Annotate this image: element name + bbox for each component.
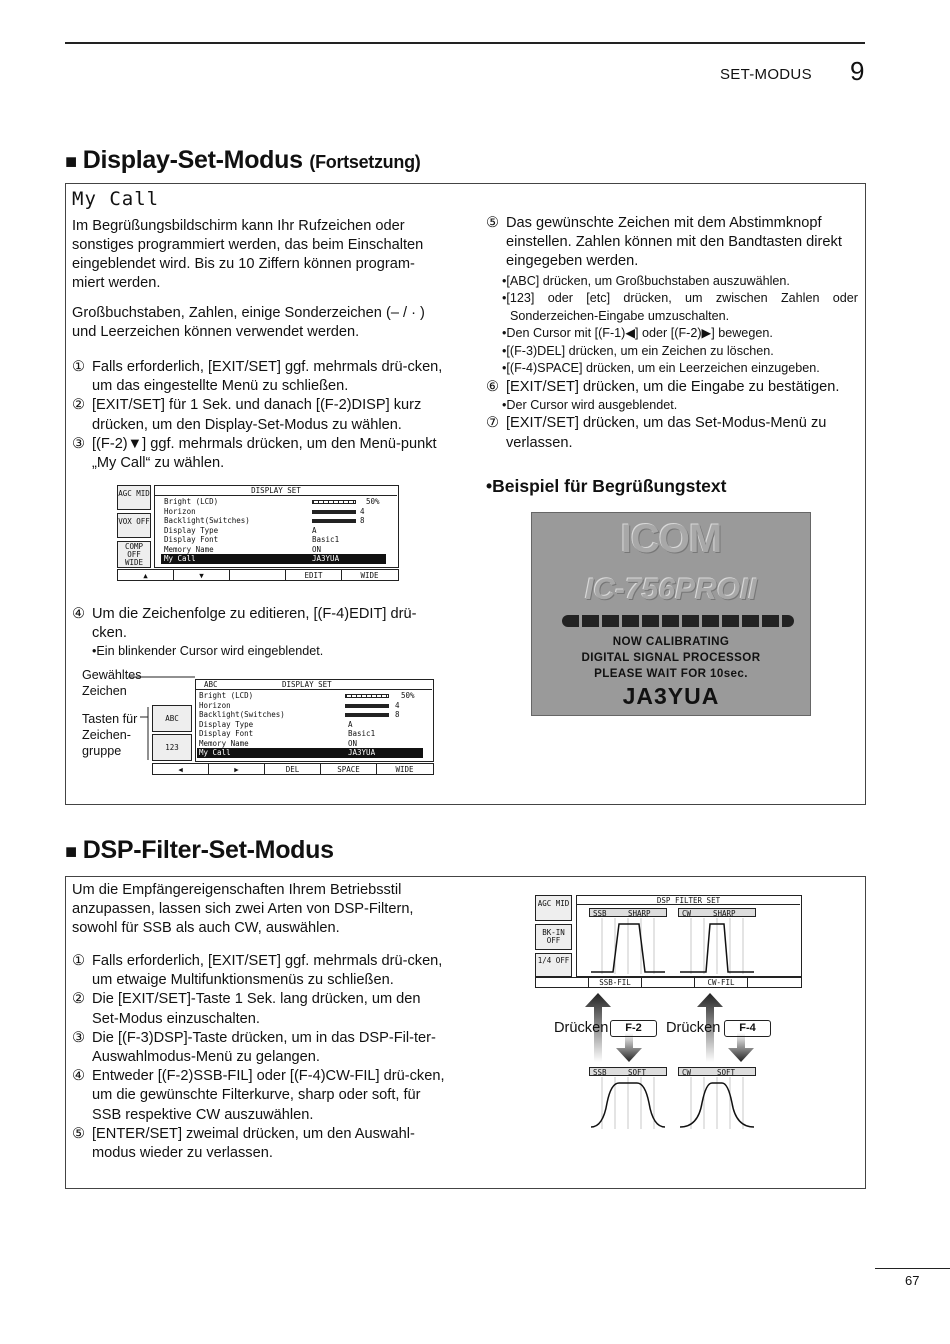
- fkey-2: SSB-FIL: [589, 978, 642, 987]
- model-name: IC-756PROII: [585, 573, 757, 606]
- side-button-vox: VOX OFF: [117, 513, 151, 538]
- fkey-2: ▶: [209, 764, 265, 775]
- step-5-bullet: •[ABC] drücken, um Großbuchstaben auszuwählen.: [502, 273, 790, 288]
- callout-group-keys: Tasten für Zeichen-gruppe: [82, 712, 138, 758]
- step-4: ④ Um die Zeichenfolge zu editieren, [(F-4)EDIT] drü-cken.: [72, 606, 417, 642]
- intro-paragraph-2: Großbuchstaben, Zahlen, einige Sonderzeichen (– / · ) und Leerzeichen können verwendet werden.: [72, 305, 425, 340]
- ssb-soft-tab: SSB SOFT: [589, 1067, 667, 1076]
- step-3: ③ [(F-2)▼] ggf. mehrmals drücken, um den Menü-punkt „My Call“ zu wählen.: [72, 435, 437, 472]
- lcd-row: Display Font Basic1: [164, 535, 340, 544]
- cw-soft-curve: [678, 1077, 756, 1129]
- step-6-bullet: •Der Cursor wird ausgeblendet.: [502, 397, 678, 412]
- greeting-line-2: DIGITAL SIGNAL PROCESSOR: [581, 651, 761, 664]
- side-button-agc: AGC MID: [117, 485, 151, 510]
- fkey-4: EDIT: [286, 570, 342, 581]
- my-call-heading: My Call: [72, 188, 160, 210]
- example-heading: •Beispiel für Begrüßungstext: [486, 476, 727, 496]
- dsp-step-1: ① Falls erforderlich, [EXIT/SET] ggf. mehrmals drü-cken, um etwaige Multifunktionsmenüs zu schließen.: [72, 953, 443, 989]
- ssb-soft-panel: [589, 1067, 667, 1129]
- lcd-row: Memory Name ON: [164, 544, 322, 554]
- greeting-line-1: NOW CALIBRATING: [612, 635, 730, 648]
- side-button-comp: COMP OFF WIDE: [117, 541, 151, 568]
- dsp-step-2: ② Die [EXIT/SET]-Taste 1 Sek. lang drücken, um den Set-Modus einzuschalten.: [72, 991, 421, 1027]
- step-4-bullet: •Ein blinkender Cursor wird eingeblendet.: [92, 644, 324, 659]
- square-bullet-icon: ■: [65, 841, 77, 863]
- intro-paragraph-1: Im Begrüßungsbildschirm kann Ihr Rufzeichen oder sonstiges programmiert werden, das beim Einschalten eingeblendet wird. Bis zu 10 Ziffern können program-miert werden.: [72, 218, 424, 291]
- side-button-bkin: BK-IN OFF: [535, 924, 572, 950]
- lcd-edit-title: DISPLAY SET: [282, 680, 332, 689]
- footer-rule: [875, 1268, 950, 1269]
- step-6: ⑥ [EXIT/SET] drücken, um die Eingabe zu bestätigen.: [486, 378, 840, 395]
- side-button-agc: AGC MID: [535, 895, 572, 921]
- step-2: ② [EXIT/SET] für 1 Sek. und danach [(F-2)DISP] kurz drücken, um den Display-Set-Modus zu wählen.: [72, 397, 422, 433]
- lcd-title: DISPLAY SET: [155, 486, 397, 496]
- step-5-bullet: •Den Cursor mit [(F-1)◀] oder [(F-2)▶] bewegen.: [502, 326, 773, 341]
- lcd-row: Display Type A: [199, 719, 353, 729]
- press-label-f2: Drücken: [554, 1020, 609, 1036]
- step-5-bullet: •[(F-3)DEL] drücken, um ein Zeichen zu löschen.: [502, 343, 774, 358]
- step-5-bullet: •[(F-4)SPACE] drücken, um ein Leerzeichen einzugeben.: [502, 361, 820, 376]
- dsp-step-5: ⑤ [ENTER/SET] zweimal drücken, um den Auswahl-modus wieder zu verlassen.: [72, 1125, 415, 1162]
- fkey-5: WIDE: [360, 571, 379, 580]
- fkey-4: SPACE: [321, 764, 377, 775]
- greeting-line-3: PLEASE WAIT FOR 10sec.: [594, 667, 748, 680]
- lcd-row: Bright (LCD) 50%: [199, 691, 415, 700]
- cw-soft-tab: CW SOFT: [678, 1067, 756, 1076]
- page-number: 67: [905, 1273, 920, 1288]
- lcd-row-selected: My Call JA3YUA: [197, 748, 423, 758]
- mode-indicator: ABC: [204, 680, 218, 689]
- side-button-quarter: 1/4 OFF: [535, 953, 572, 977]
- fkey-5: WIDE: [395, 765, 414, 774]
- callout-selected-char: Gewähltes Zeichen: [82, 668, 142, 698]
- edit-cursor-value: JA3YUA: [348, 748, 376, 757]
- dsp-lcd-title: DSP FILTER SET: [577, 896, 800, 905]
- step-5: ⑤ Das gewünschte Zeichen mit dem Abstimmknopf einstellen. Zahlen können mit den Bandtasten direkt eingegeben werden.: [486, 215, 842, 270]
- cw-tab: CW SHARP: [678, 908, 756, 917]
- chapter-number: 9: [850, 56, 865, 86]
- lcd-row: Memory Name ON: [199, 738, 358, 748]
- lcd-row: Backlight(Switches) 8: [199, 710, 400, 719]
- lcd-row-selected: My Call JA3YUA: [161, 554, 386, 564]
- cw-soft-panel: [678, 1067, 756, 1129]
- ssb-tab: SSB SHARP: [589, 908, 667, 917]
- lcd-row: Horizon 4: [164, 506, 365, 516]
- section-label: SET-MODUS: [720, 66, 812, 83]
- dsp-section-title: ■ DSP-Filter-Set-Modus: [65, 836, 334, 864]
- side-button-123: 123: [152, 734, 192, 761]
- lcd-row: Backlight(Switches) 8: [164, 516, 365, 525]
- down-arrow-icon: [616, 1033, 642, 1062]
- greeting-callsign: JA3YUA: [622, 683, 720, 709]
- square-bullet-icon: ■: [65, 151, 77, 173]
- step-1: ① Falls erforderlich, [EXIT/SET] ggf. mehrmals drü-cken, um das eingestellte Menü zu schließen.: [72, 359, 443, 395]
- fkey-3: DEL: [265, 764, 321, 775]
- lcd-row: Display Type A: [164, 525, 317, 535]
- press-label-f4: Drücken: [666, 1020, 721, 1036]
- lcd-row: Display Font Basic1: [199, 729, 376, 738]
- lcd-row: Bright (LCD) 50%: [164, 497, 380, 506]
- lcd-row: Horizon 4: [199, 700, 400, 710]
- fkey-1: ◀: [153, 764, 209, 775]
- dsp-step-4: ④ Entweder [(F-2)SSB-FIL] oder [(F-4)CW-FIL] drü-cken, um die gewünschte Filterkurve, sharp oder soft, für SSB respektive CW auszuwählen.: [72, 1068, 445, 1123]
- ssb-soft-curve: [589, 1077, 667, 1129]
- step-7: ⑦ [EXIT/SET] drücken, um das Set-Modus-Menü zu verlassen.: [486, 415, 827, 451]
- step-5-bullet: •[123] oder [etc] drücken, um zwischen Zahlen oder Sonderzeichen-Eingabe umzuschalten.: [502, 291, 858, 323]
- display-section-subtitle: (Fortsetzung): [309, 152, 421, 172]
- fkey-4: CW-FIL: [695, 978, 748, 987]
- fkey-1: ▲: [118, 570, 174, 581]
- key-f4: F-4: [724, 1020, 771, 1037]
- fkey-2: ▼: [174, 570, 230, 581]
- key-f2: F-2: [610, 1020, 657, 1037]
- side-button-abc: ABC: [152, 705, 192, 732]
- down-arrow-icon: [728, 1033, 754, 1062]
- display-section-title: ■ Display-Set-Modus (Fortsetzung): [65, 146, 421, 174]
- dsp-intro: Um die Empfängereigenschaften Ihrem Betriebsstil anzupassen, lassen sich zwei Arten von DSP-Filtern, sowohl für SSB als auch CW, auswählen.: [72, 882, 414, 936]
- dsp-step-3: ③ Die [(F-3)DSP]-Taste drücken, um in das DSP-Fil-ter-Auswahlmodus-Menü zu gelangen.: [72, 1029, 436, 1066]
- icom-logo: ICOM: [620, 517, 722, 561]
